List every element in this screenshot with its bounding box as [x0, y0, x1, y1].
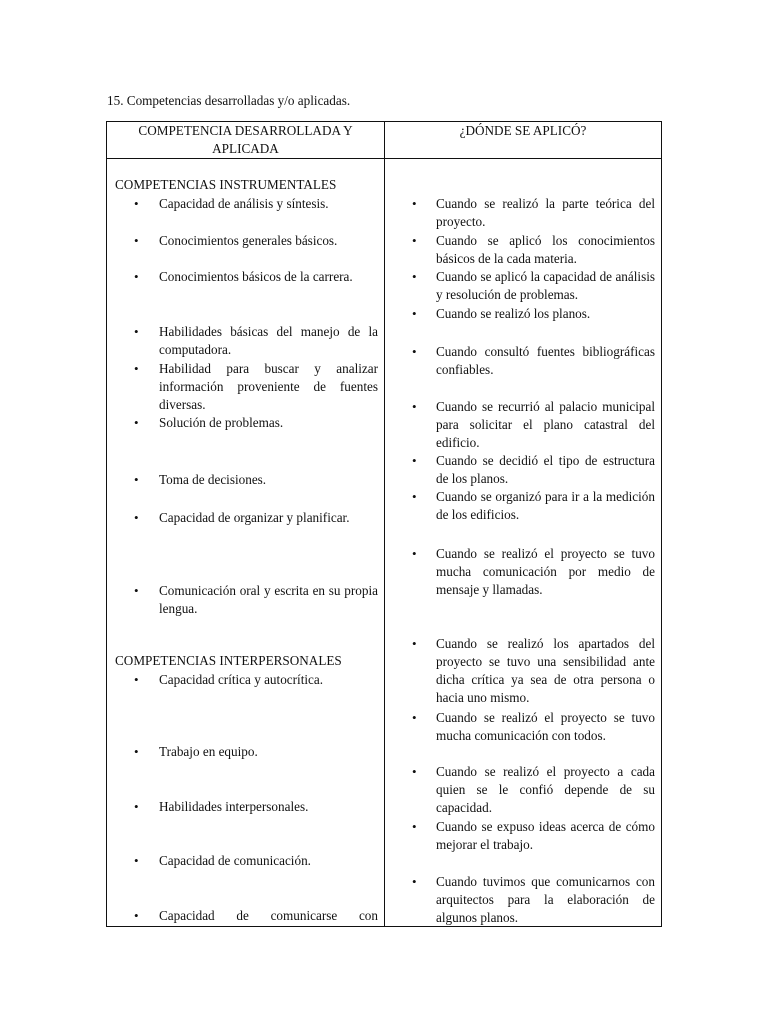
- right-list-item: Cuando se aplicó los conocimientos básicos de la cada materia.: [436, 233, 655, 266]
- left-header-line-1: COMPETENCIA DESARROLLADA Y: [138, 123, 353, 138]
- bullet-icon: •: [134, 269, 139, 284]
- right-list-item: Cuando se realizó el proyecto se tuvo mucha comunicación con todos.: [436, 710, 655, 743]
- bullet-icon: •: [134, 196, 139, 211]
- bullet-icon: •: [412, 399, 417, 414]
- bullet-icon: •: [134, 510, 139, 525]
- bullet-icon: •: [134, 908, 139, 923]
- left-list-item: Habilidades interpersonales.: [159, 799, 309, 814]
- left-list-item: Habilidad para buscar y analizar información proveniente de fuentes diversas.: [159, 361, 378, 412]
- right-list-item: Cuando se aplicó la capacidad de análisis y resolución de problemas.: [436, 269, 655, 302]
- bullet-icon: •: [134, 361, 139, 376]
- left-list-item: Conocimientos generales básicos.: [159, 233, 338, 248]
- bullet-icon: •: [134, 744, 139, 759]
- header-divider: [107, 158, 661, 159]
- bullet-icon: •: [412, 233, 417, 248]
- right-list-item: Cuando se realizó el proyecto se tuvo mucha comunicación por medio de mensaje y llamadas.: [436, 546, 655, 597]
- right-list-item: Cuando se expuso ideas acerca de cómo mejorar el trabajo.: [436, 819, 655, 852]
- left-list-item: Capacidad de análisis y síntesis.: [159, 196, 329, 211]
- bullet-icon: •: [134, 233, 139, 248]
- right-list-item: Cuando se organizó para ir a la medición de los edificios.: [436, 489, 655, 522]
- bullet-icon: •: [412, 636, 417, 651]
- left-list-item: Solución de problemas.: [159, 415, 284, 430]
- left-list-item: Capacidad de comunicación.: [159, 853, 311, 868]
- left-list-item: Comunicación oral y escrita en su propia lengua.: [159, 583, 378, 616]
- bullet-icon: •: [134, 324, 139, 339]
- interpersonales-title: COMPETENCIAS INTERPERSONALES: [115, 653, 342, 668]
- right-list-item: Cuando se realizó los apartados del proyecto se tuvo una sensibilidad ante dicha crítica ya sea de otra persona o hacia uno mismo.: [436, 636, 655, 705]
- left-column-header: [107, 122, 384, 158]
- left-list-item: Conocimientos básicos de la carrera.: [159, 269, 353, 284]
- left-list-item: Habilidades básicas del manejo de la computadora.: [159, 324, 378, 357]
- right-list-item: Cuando se realizó la parte teórica del proyecto.: [436, 196, 655, 229]
- bullet-icon: •: [134, 672, 139, 687]
- bullet-icon: •: [134, 472, 139, 487]
- right-column-header: ¿DÓNDE SE APLICÓ?: [459, 123, 587, 138]
- left-header-line-2: APLICADA: [212, 141, 279, 156]
- right-list-item: Cuando tuvimos que comunicarnos con arquitectos para la elaboración de algunos planos.: [436, 874, 655, 925]
- right-list-item: Cuando consultó fuentes bibliográficas confiables.: [436, 344, 655, 377]
- bullet-icon: •: [412, 819, 417, 834]
- bullet-icon: •: [134, 415, 139, 430]
- right-list-item: Cuando se decidió el tipo de estructura de los planos.: [436, 453, 655, 486]
- left-list-item: Capacidad de organizar y planificar.: [159, 510, 350, 525]
- bullet-icon: •: [412, 453, 417, 468]
- competencias-table: [106, 121, 662, 927]
- bullet-icon: •: [412, 710, 417, 725]
- section-heading: 15. Competencias desarrolladas y/o aplicadas.: [107, 93, 351, 108]
- left-list-item: Toma de decisiones.: [159, 472, 267, 487]
- left-list-item: Trabajo en equipo.: [159, 744, 258, 759]
- bullet-icon: •: [412, 306, 417, 321]
- bullet-icon: •: [134, 799, 139, 814]
- column-divider: [384, 122, 385, 926]
- right-list-item: Cuando se realizó los planos.: [436, 306, 591, 321]
- left-list-item: Capacidad de comunicarse con: [159, 908, 378, 923]
- instrumentales-title: COMPETENCIAS INSTRUMENTALES: [115, 177, 337, 192]
- right-list-item: Cuando se recurrió al palacio municipal para solicitar el plano catastral del edificio.: [436, 399, 655, 450]
- bullet-icon: •: [412, 344, 417, 359]
- bullet-icon: •: [134, 583, 139, 598]
- bullet-icon: •: [412, 874, 417, 889]
- bullet-icon: •: [412, 546, 417, 561]
- bullet-icon: •: [412, 269, 417, 284]
- bullet-icon: •: [134, 853, 139, 868]
- bullet-icon: •: [412, 764, 417, 779]
- bullet-icon: •: [412, 489, 417, 504]
- left-list-item: Capacidad crítica y autocrítica.: [159, 672, 324, 687]
- bullet-icon: •: [412, 196, 417, 211]
- right-list-item: Cuando se realizó el proyecto a cada quien se le confió depende de su capacidad.: [436, 764, 655, 815]
